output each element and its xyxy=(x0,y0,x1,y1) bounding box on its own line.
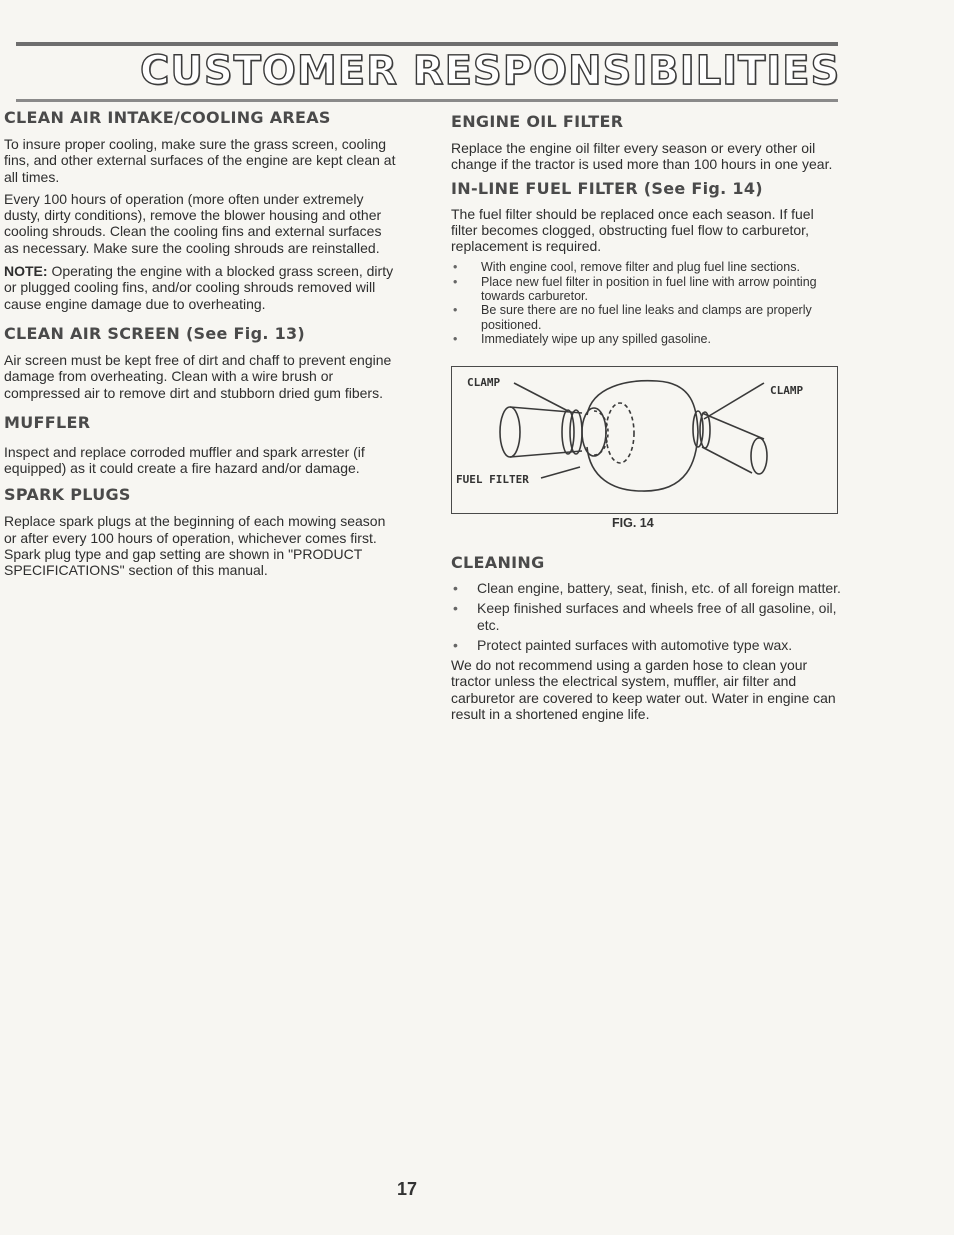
right-column xyxy=(451,112,843,346)
paragraph: Air screen must be kept free of dirt and chaff to prevent engine damage from overheating. Clean with a wire brush or compressed air to remove dirt and stubborn dried gum fibers. xyxy=(4,351,392,401)
bullet-icon: • xyxy=(453,331,458,346)
left-column xyxy=(4,108,398,579)
section-inline-fuel-filter xyxy=(451,179,843,347)
paragraph: Inspect and replace corroded muffler and spark arrester (if equipped) as it could create a fire hazard and/or damage. xyxy=(4,443,365,477)
page-number: 17 xyxy=(397,1179,418,1199)
list-item: • Protect painted surfaces with automotive type wax. xyxy=(453,636,793,653)
section-heading: CLEANING xyxy=(451,553,545,572)
figure-caption: FIG. 14 xyxy=(612,516,654,530)
section-spark-plugs xyxy=(4,485,398,578)
section-heading: MUFFLER xyxy=(4,412,91,432)
paragraph: The fuel filter should be replaced once each season. If fuel filter becomes clogged, obstructing fuel flow to carburetor, replacement is required. xyxy=(451,205,814,255)
section-engine-oil-filter xyxy=(451,112,843,173)
list-item: • Immediately wipe up any spilled gasoline. xyxy=(453,331,711,346)
section-cleaning xyxy=(451,553,843,722)
note-paragraph xyxy=(4,263,398,312)
list-item: • Place new fuel filter in position in fuel line with arrow pointing towards carburetor. xyxy=(453,274,817,304)
list-item: • With engine cool, remove filter and plug fuel line sections. xyxy=(453,260,800,275)
section-heading: SPARK PLUGS xyxy=(4,485,131,505)
page-title: CUSTOMER RESPONSIBILITIES xyxy=(140,48,841,94)
bullet-icon: • xyxy=(453,274,458,289)
section-clean-air-screen xyxy=(4,324,398,401)
cleaning-list xyxy=(451,580,843,653)
fuel-filter-steps xyxy=(451,260,843,346)
paragraph: Replace the engine oil filter every season or every other oil change if the tractor is used more than 100 hours in one year. xyxy=(451,140,833,173)
paragraph: We do not recommend using a garden hose to clean your tractor unless the electrical system, muffler, air filter and carburetor are covered to keep water out. Water in engine can result in a shortened engine life. xyxy=(451,657,836,723)
label-clamp-left: CLAMP xyxy=(467,376,501,389)
section-heading: CLEAN AIR INTAKE/COOLING AREAS xyxy=(4,108,331,127)
section-heading: CLEAN AIR SCREEN (See Fig. 13) xyxy=(4,323,306,343)
paragraph: Replace spark plugs at the beginning of each mowing season or after every 100 hours of operation, whichever comes first. Spark plug type and gap setting are shown in "PRODUCT SPECIFICATIONS" section of this manual. xyxy=(4,513,386,579)
label-clamp-right: CLAMP xyxy=(770,384,804,397)
figure-fuel-filter xyxy=(451,366,838,514)
paragraph: To insure proper cooling, make sure the grass screen, cooling fins, and other external surfaces of the engine are kept clean at all times. xyxy=(4,136,396,185)
section-clean-air-intake xyxy=(4,108,398,312)
bullet-icon: • xyxy=(453,580,458,596)
paragraph: Every 100 hours of operation (more often under extremely dusty, dirty conditions), remove the blower housing and other cooling shrouds. Clean the cooling fins and external surfaces as necessary. Make sure the cooling shrouds are reinstalled. xyxy=(4,190,382,256)
section-muffler xyxy=(4,413,398,477)
label-fuel-filter: FUEL FILTER xyxy=(456,473,529,486)
section-heading: ENGINE OIL FILTER xyxy=(451,112,624,131)
bullet-icon: • xyxy=(453,260,458,275)
title-rule-bottom xyxy=(16,99,838,102)
note-label: NOTE: xyxy=(4,263,48,280)
bullet-icon: • xyxy=(453,636,458,653)
section-heading: IN-LINE FUEL FILTER (See Fig. 14) xyxy=(451,178,763,198)
note-text: Operating the engine with a blocked grass screen, dirty or plugged cooling fins, and/or cooling shrouds removed will cause engine damage due to overheating. xyxy=(4,263,394,312)
list-item: • Clean engine, battery, seat, finish, etc. of all foreign matter. xyxy=(453,580,841,596)
bullet-icon: • xyxy=(453,303,458,318)
bullet-icon: • xyxy=(453,600,458,617)
list-item: • Be sure there are no fuel line leaks and clamps are properly positioned. xyxy=(453,303,812,332)
title-rule-top xyxy=(16,42,838,46)
list-item: • Keep finished surfaces and wheels free of all gasoline, oil, etc. xyxy=(453,600,837,633)
